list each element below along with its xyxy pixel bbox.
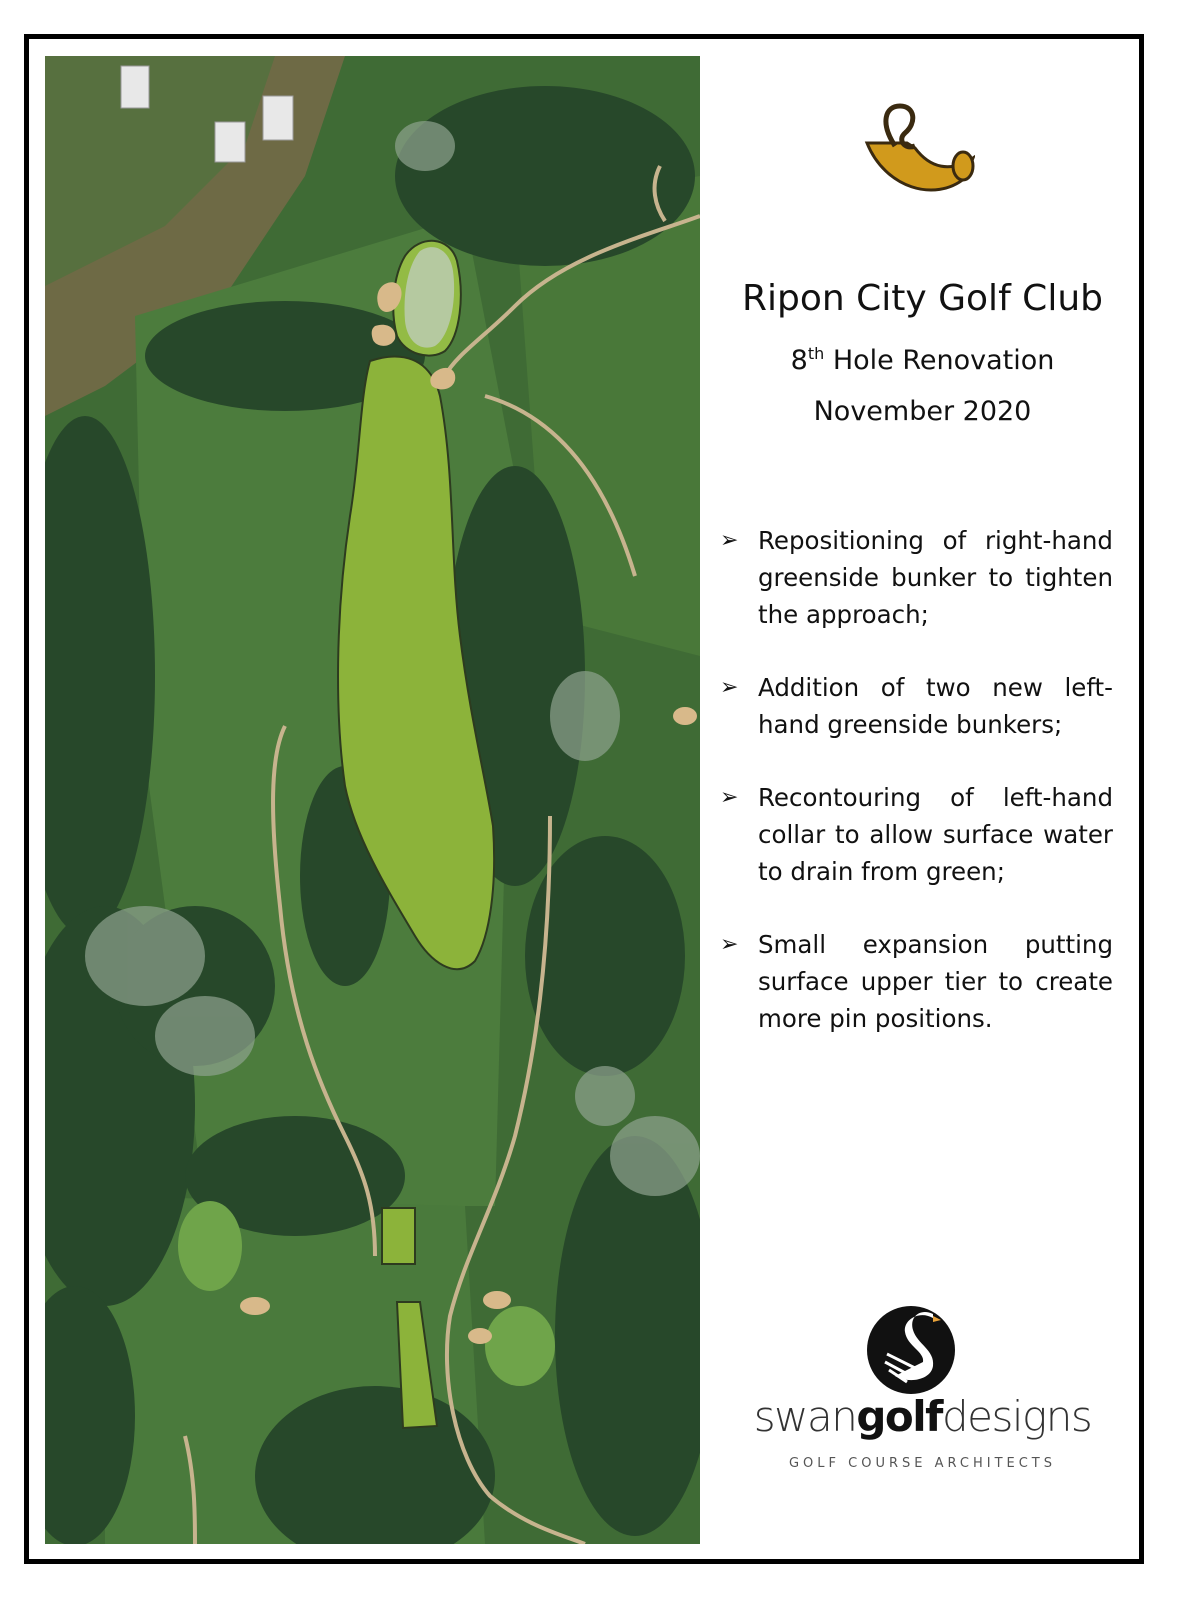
neighbour-green [178, 1201, 242, 1291]
arrow-bullet-icon: ➢ [720, 528, 739, 553]
renovation-list [720, 522, 1113, 1073]
page-title: Ripon City Golf Club [741, 278, 1103, 319]
club-crest-icon [855, 98, 975, 208]
arrow-bullet-icon: ➢ [720, 932, 739, 957]
list-item: ➢ Repositioning of right-hand greenside bunker to tighten the approach; [720, 522, 1113, 633]
aerial-hole-map [45, 56, 700, 1544]
date: November 2020 [813, 396, 1032, 427]
hole-title: 8th Hole Renovation [790, 344, 1055, 376]
list-item: ➢ Addition of two new left-hand greenside bunkers; [720, 669, 1113, 743]
list-item: ➢ Recontouring of left-hand collar to allow surface water to drain from green; [720, 779, 1113, 890]
list-item: ➢ Small expansion putting surface upper tier to create more pin positions. [720, 926, 1113, 1037]
brand-name: swangolfdesigns [753, 1392, 1092, 1441]
swan-logo-icon [863, 1296, 963, 1396]
arrow-bullet-icon: ➢ [720, 675, 739, 700]
brand-tagline: GOLF COURSE ARCHITECTS [788, 1456, 1056, 1471]
arrow-bullet-icon: ➢ [720, 785, 739, 810]
info-panel [715, 56, 1130, 1544]
tee-box-1 [382, 1208, 415, 1264]
